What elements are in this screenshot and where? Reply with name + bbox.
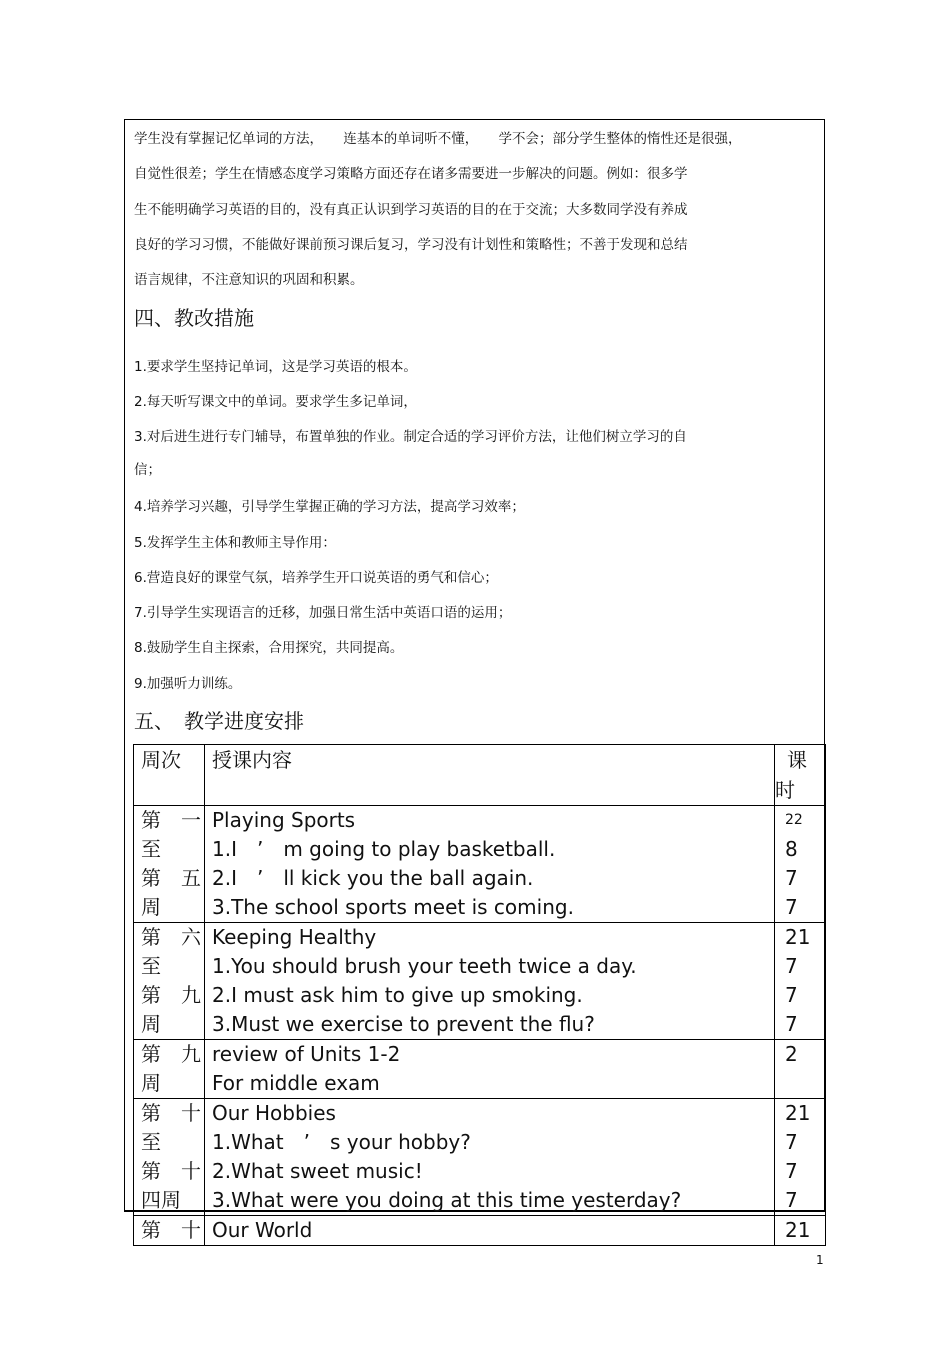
hours-cell: 21 7 7 7 [775, 923, 826, 1040]
week-cell: 第 十 至 第 十 四周 [134, 1099, 205, 1216]
measure-item: 4.培养学习兴趣，引导学生掌握正确的学习方法，提高学习效率； [134, 499, 525, 515]
content-cell: Our Hobbies 1.What ’ s your hobby? 2.What sweet music! 3.What were you doing at this time yesterday? [205, 1099, 775, 1216]
header-week: 周次 [134, 745, 205, 806]
table-row [134, 923, 826, 1040]
table-row [134, 1040, 826, 1099]
section-4-title: 四、教改措施 [134, 306, 254, 330]
intro-line: 良好的学习习惯，不能做好课前预习课后复习，学习没有计划性和策略性；不善于发现和总结 [134, 237, 688, 253]
content-cell: Playing Sports 1.I ’ m going to play basketball. 2.I ’ ll kick you the ball again. 3.The school sports meet is coming. [205, 806, 775, 923]
intro-line: 生不能明确学习英语的目的，没有真正认识到学习英语的目的在于交流；大多数同学没有养成 [134, 202, 688, 218]
measure-item: 5.发挥学生主体和教师主导作用： [134, 535, 336, 551]
table-row [134, 1099, 826, 1216]
intro-line: 自觉性很差；学生在情感态度学习策略方面还存在诸多需要进一步解决的问题。例如：很多学 [134, 166, 688, 182]
measure-item: 7.引导学生实现语言的迁移，加强日常生活中英语口语的运用； [134, 605, 512, 621]
hours-cell: 21 7 7 7 [775, 1099, 826, 1216]
measure-item: 3.对后进生进行专门辅导，布置单独的作业。制定合适的学习评价方法，让他们树立学习的自 [134, 429, 687, 445]
hours-cell: 22 8 7 7 [775, 806, 826, 923]
header-content: 授课内容 [205, 745, 775, 806]
intro-line: 语言规律，不注意知识的巩固和积累。 [134, 272, 364, 288]
content-cell: Our World [205, 1216, 775, 1246]
week-cell: 第 六 至 第 九 周 [134, 923, 205, 1040]
hours-cell: 21 [775, 1216, 826, 1246]
section-5-title: 五、 教学进度安排 [134, 709, 304, 733]
measure-item: 信； [134, 462, 161, 478]
measure-item: 1.要求学生坚持记单词，这是学习英语的根本。 [134, 359, 417, 375]
measure-item: 8.鼓励学生自主探索，合用探究，共同提高。 [134, 640, 404, 656]
content-cell: Keeping Healthy 1.You should brush your teeth twice a day. 2.I must ask him to give up smoking. 3.Must we exercise to prevent the flu? [205, 923, 775, 1040]
measure-item: 2.每天听写课文中的单词。要求学生多记单词， [134, 394, 417, 410]
content-cell: review of Units 1-2 For middle exam [205, 1040, 775, 1099]
hours-cell: 2 [775, 1040, 826, 1099]
week-cell: 第 九 周 [134, 1040, 205, 1099]
header-hours: 课时 [775, 745, 826, 806]
measure-item: 6.营造良好的课堂气氛，培养学生开口说英语的勇气和信心； [134, 570, 498, 586]
schedule-table [133, 744, 826, 1246]
page-number: 1 [816, 1253, 824, 1267]
week-cell: 第 十 [134, 1216, 205, 1246]
week-cell: 第 一 至 第 五 周 [134, 806, 205, 923]
intro-line: 学生没有掌握记忆单词的方法， 连基本的单词听不懂， 学不会；部分学生整体的惰性还是很强， [134, 131, 742, 147]
table-row [134, 806, 826, 923]
table-header-row [134, 745, 826, 806]
measure-item: 9.加强听力训练。 [134, 676, 242, 692]
table-row [134, 1216, 826, 1246]
